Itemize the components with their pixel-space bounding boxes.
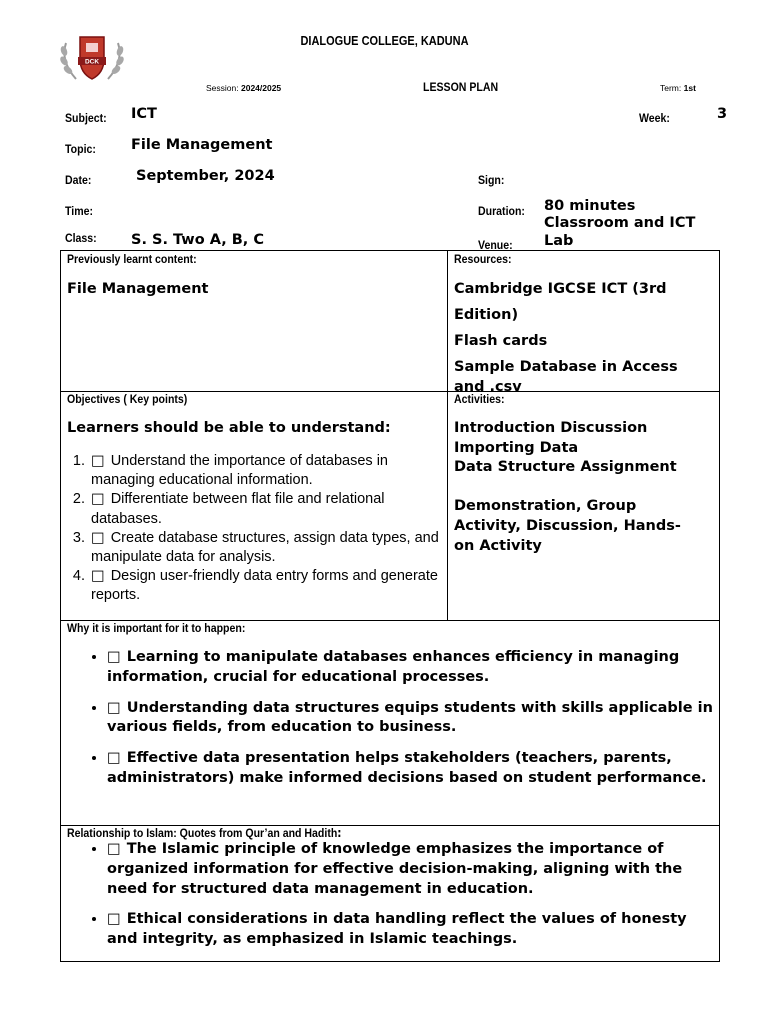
activity-line: Activity, Discussion, Hands-	[454, 517, 681, 534]
list-item: 3. □ Create database structures, assign data types, and manipulate data for analysis.	[89, 529, 439, 567]
time-label: Time:	[65, 204, 93, 218]
week-label: Week:	[639, 111, 670, 125]
activity-line: Data Structure Assignment	[454, 459, 677, 476]
activity-line: Demonstration, Group	[454, 498, 637, 515]
session: Session: 2024/2025	[206, 83, 282, 93]
list-item: • □ Understanding data structures equips students with skills applicable in various fields, from education to business.	[107, 699, 713, 739]
column-divider	[447, 251, 448, 620]
week-value: 3	[717, 106, 728, 122]
islam-label: Relationship to Islam: Quotes from Qur’an and Hadith:	[67, 826, 342, 840]
list-item: • □ The Islamic principle of knowledge emphasizes the importance of organized information for effective decision-making, aligning with the need for structured data management in education.	[107, 840, 713, 899]
class-value: S. S. Two A, B, C	[131, 232, 264, 248]
duration-value: 80 minutes	[544, 198, 636, 214]
objectives-intro: Learners should be able to understand:	[67, 420, 391, 436]
lesson-plan-title: LESSON PLAN	[423, 80, 499, 94]
activity-line: on Activity	[454, 537, 542, 554]
svg-text:DCK: DCK	[84, 58, 100, 66]
activity-line: Importing Data	[454, 439, 579, 456]
venue-label: Venue:	[478, 238, 513, 252]
duration-label: Duration:	[478, 204, 525, 218]
list-item: • □ Ethical considerations in data handling reflect the values of honesty and integrity, as emphasized in Islamic teachings.	[107, 910, 713, 950]
resource-line: Edition)	[454, 307, 519, 323]
list-item: 2. □ Differentiate between flat file and relational databases.	[89, 490, 439, 528]
activity-line: Introduction Discussion	[454, 420, 648, 436]
list-item: 1. □ Understand the importance of databases in managing educational information.	[89, 452, 439, 490]
importance-label: Why it is important for it to happen:	[67, 621, 246, 635]
activities-list	[454, 419, 681, 556]
sign-label: Sign:	[478, 173, 505, 187]
resource-line: Sample Database in Access	[454, 359, 678, 375]
subject-label: Subject:	[65, 111, 107, 125]
resource-line: Cambridge IGCSE ICT (3rd	[454, 281, 667, 297]
list-item: 4. □ Design user-friendly data entry forms and generate reports.	[89, 567, 439, 605]
resource-line: and .csv	[454, 379, 522, 395]
class-label: Class:	[65, 231, 97, 245]
previous-content-label: Previously learnt content:	[67, 252, 197, 266]
list-item: • □ Effective data presentation helps stakeholders (teachers, parents, administrators) make informed decisions based on student performance.	[107, 749, 713, 789]
previous-content-value: File Management	[67, 281, 209, 297]
islam-list	[61, 840, 713, 961]
college-name: DIALOGUE COLLEGE, KADUNA	[299, 34, 469, 48]
objectives-list	[67, 452, 439, 606]
objectives-label: Objectives ( Key points)	[67, 392, 188, 406]
resources-list	[454, 276, 678, 394]
date-label: Date:	[65, 173, 92, 187]
college-logo	[56, 33, 128, 85]
resources-label: Resources:	[454, 252, 512, 266]
list-item: • □ Learning to manipulate databases enhances efficiency in managing information, crucial for educational processes.	[107, 648, 713, 688]
importance-list	[61, 648, 713, 800]
term: Term: 1st	[660, 83, 696, 93]
activities-label: Activities:	[454, 392, 505, 406]
resource-line: Flash cards	[454, 333, 548, 349]
venue-value: Classroom and ICT Lab	[544, 215, 696, 249]
topic-value: File Management	[131, 137, 273, 153]
date-value: September, 2024	[136, 168, 275, 184]
subject-value: ICT	[131, 106, 157, 122]
lesson-table	[60, 250, 720, 962]
topic-label: Topic:	[65, 142, 96, 156]
